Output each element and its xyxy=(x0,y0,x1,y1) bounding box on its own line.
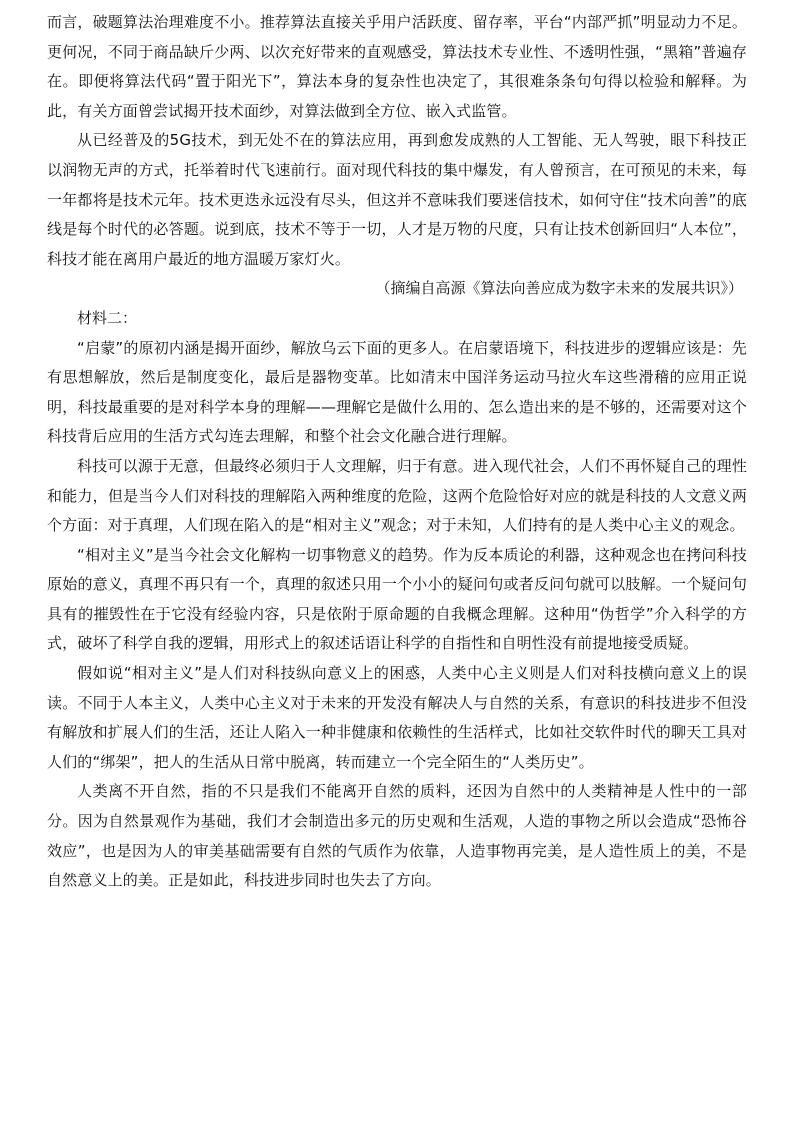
paragraph-technology: 从已经普及的5G技术，到无处不在的算法应用，再到愈发成熟的人工智能、无人驾驶，眼下科技正以润物无声的方式，托举着时代飞速前行。面对现代科技的集中爆发，有人曾预言，在可预见的未来，每一年都将是技术元年。技术更迭永远没有尽头，但这并不意味我们要迷信技术，如何守住“技术向善”的底线是每个时代的必答题。说到底，技术不等于一切，人才是万物的尺度，只有让技术创新回归“人本位”，科技才能在离用户最近的地方温暖万家灯火。 xyxy=(47,131,747,268)
document-page xyxy=(47,8,747,896)
source-citation: （摘编自高源《算法向善应成为数字未来的发展共识》） xyxy=(375,279,743,298)
paragraph-humanistic-understanding: 科技可以源于无意，但最终必须归于人文理解，归于有意。进入现代社会，人们不再怀疑自己的理性和能力，但是当今人们对科技的理解陷入两种维度的危险，这两个危险恰好对应的就是科技的人文意义两个方面：对于真理，人们现在陷入的是“相对主义”观念；对于未知，人们持有的是人类中心主义的观念。 xyxy=(47,456,747,535)
paragraph-continuation: 而言，破题算法治理难度不小。推荐算法直接关乎用户活跃度、留存率，平台“内部严抓”明显动力不足。更何况，不同于商品缺斤少两、以次充好带来的直观感受，算法技术专业性、不透明性强，“黑箱”普遍存在。即便将算法代码“置于阳光下”，算法本身的复杂性也决定了，其很难条条句句得以检验和解释。为此，有关方面曾尝试揭开技术面纱，对算法做到全方位、嵌入式监管。 xyxy=(47,13,747,120)
material-two-label: 材料二： xyxy=(77,308,138,327)
paragraph-anthropocentrism: 假如说“相对主义”是人们对科技纵向意义上的困惑，人类中心主义则是人们对科技横向意义上的误读。不同于人本主义，人类中心主义对于未来的开发没有解决人与自然的关系，有意识的科技进步不但没有解放和扩展人们的生活，还让人陷入一种非健康和依赖性的生活样式，比如社交软件时代的聊天工具对人们的“绑架”，把人的生活从日常中脱离，转而建立一个完全陌生的“人类历史”。 xyxy=(47,664,747,771)
paragraph-relativism: “相对主义”是当今社会文化解构一切事物意义的趋势。作为反本质论的利器，这种观念也在拷问科技原始的意义，真理不再只有一个，真理的叙述只用一个小小的疑问句或者反问句就可以肢解。一个疑问句具有的摧毁性在于它没有经验内容，只是依附于原命题的自我概念理解。这种用“伪哲学”介入科学的方式，破坏了科学自我的逻辑，用形式上的叙述话语让科学的自指性和自明性没有前提地接受质疑。 xyxy=(47,545,747,653)
paragraph-enlightenment: “启蒙”的原初内涵是揭开面纱，解放乌云下面的更多人。在启蒙语境下，科技进步的逻辑应该是：先有思想解放，然后是制度变化，最后是器物变革。比如清末中国洋务运动马拉火车这些滑稽的应用正说明，科技最重要的是对科学本身的理解——理解它是做什么用的、怎么造出来的是不够的，还需要对这个科技背后应用的生活方式勾连去理解，和整个社会文化融合进行理解。 xyxy=(47,338,747,446)
paragraph-nature: 人类离不开自然，指的不只是我们不能离开自然的质料，还因为自然中的人类精神是人性中的一部分。因为自然景观作为基础，我们才会制造出多元的历史观和生活观，人造的事物之所以会造成“恐怖谷效应”，也是因为人的审美基础需要有自然的气质作为依靠，人造事物再完美，是人造性质上的美，不是自然意义上的美。正是如此，科技进步同时也失去了方向。 xyxy=(47,782,747,890)
